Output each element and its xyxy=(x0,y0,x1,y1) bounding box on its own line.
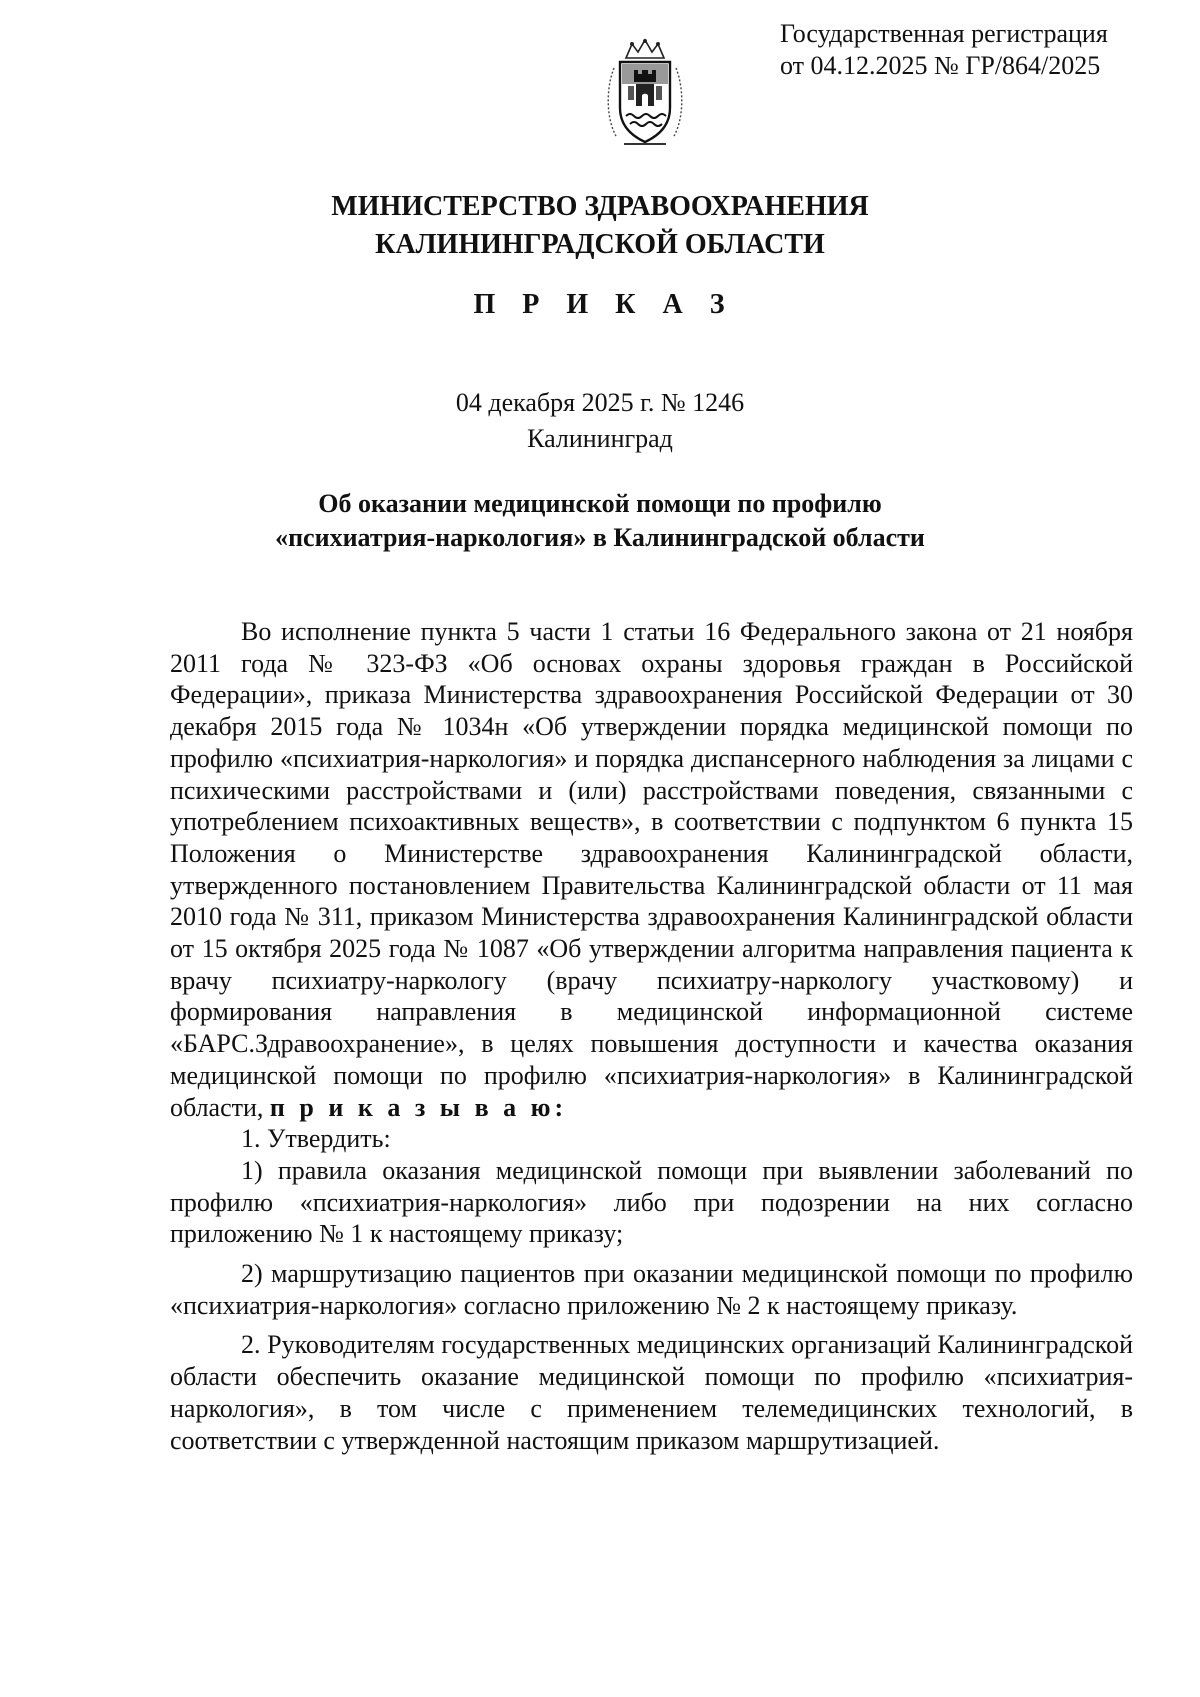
registration-stamp xyxy=(780,18,1180,82)
subject-line-2: «психиатрия-наркология» в Калининградской области xyxy=(275,523,925,552)
item-1-2: 2) маршрутизацию пациентов при оказании медицинской помощи по профилю «психиатрия-наркология» согласно приложению № 2 к настоящему приказу. xyxy=(170,1259,1133,1320)
preamble-paragraph xyxy=(170,616,1133,1123)
order-date-number: 04 декабря 2025 г. № 1246 xyxy=(455,388,745,417)
order-city: Калининград xyxy=(527,424,673,453)
ministry-line-1: МИНИСТЕРСТВО ЗДРАВООХРАНЕНИЯ xyxy=(331,191,869,222)
preamble-text: Во исполнение пункта 5 части 1 статьи 16 Федерального закона от 21 ноября 2011 года № 323-ФЗ «Об основах охраны здоровья граждан в Российской Федерации», приказа Министерства здравоохранения Российской Федерации от 30 декабря 2015 года № 1034н «Об утверждении порядка медицинской помощи по профилю «психиатрия-наркология» и порядка диспансерного наблюдения за лицами с психическими расстройствами и (или) расстройствами поведения, связанными с употреблением психоактивных веществ», в соответствии с подпунктом 6 пункта 15 Положения о Министерстве здравоохранения Калининградской области, утвержденного постановлением Правительства Калининградской области от 11 мая 2010 года № 311, приказом Министерства здравоохранения Калининградской области от 15 октября 2025 года № 1087 «Об утверждении алгоритма направления пациента к врачу психиатру-наркологу (врачу психиатру-наркологу участковому) и формирования направления в медицинской информационной системе «БАРС.Здравоохранение», в целях повышения доступности и качества оказания медицинской помощи по профилю «психиатрия-наркология» в Калининградской области, xyxy=(170,617,1133,1122)
ministry-line-2: КАЛИНИНГРАДСКОЙ ОБЛАСТИ xyxy=(375,229,825,260)
order-subject xyxy=(0,487,1200,555)
ministry-heading xyxy=(0,188,1200,264)
registration-line-1: Государственная регистрация xyxy=(780,19,1108,48)
item-2: 2. Руководителям государственных медицинских организаций Калининградской области обеспечить оказание медицинской помощи по профилю «психиатрия-наркология», в том числе с применением телемедицинских технологий, в соответствии с утвержденной настоящим приказом маршрутизацией. xyxy=(170,1330,1133,1455)
coat-of-arms-emblem-icon xyxy=(602,38,688,150)
order-dateline xyxy=(0,385,1200,457)
subject-line-1: Об оказании медицинской помощи по профилю xyxy=(318,489,882,518)
item-1-1: 1) правила оказания медицинской помощи при выявлении заболеваний по профилю «психиатрия-наркология» либо при подозрении на них согласно приложению № 1 к настоящему приказу; xyxy=(170,1155,1133,1249)
item-1: 1. Утвердить: xyxy=(241,1124,391,1154)
order-title: П Р И К А З xyxy=(473,289,735,320)
order-body xyxy=(170,616,1133,1456)
orders-word: п р и к а з ы в а ю: xyxy=(269,1092,568,1122)
registration-line-2: от 04.12.2025 № ГР/864/2025 xyxy=(780,51,1101,80)
